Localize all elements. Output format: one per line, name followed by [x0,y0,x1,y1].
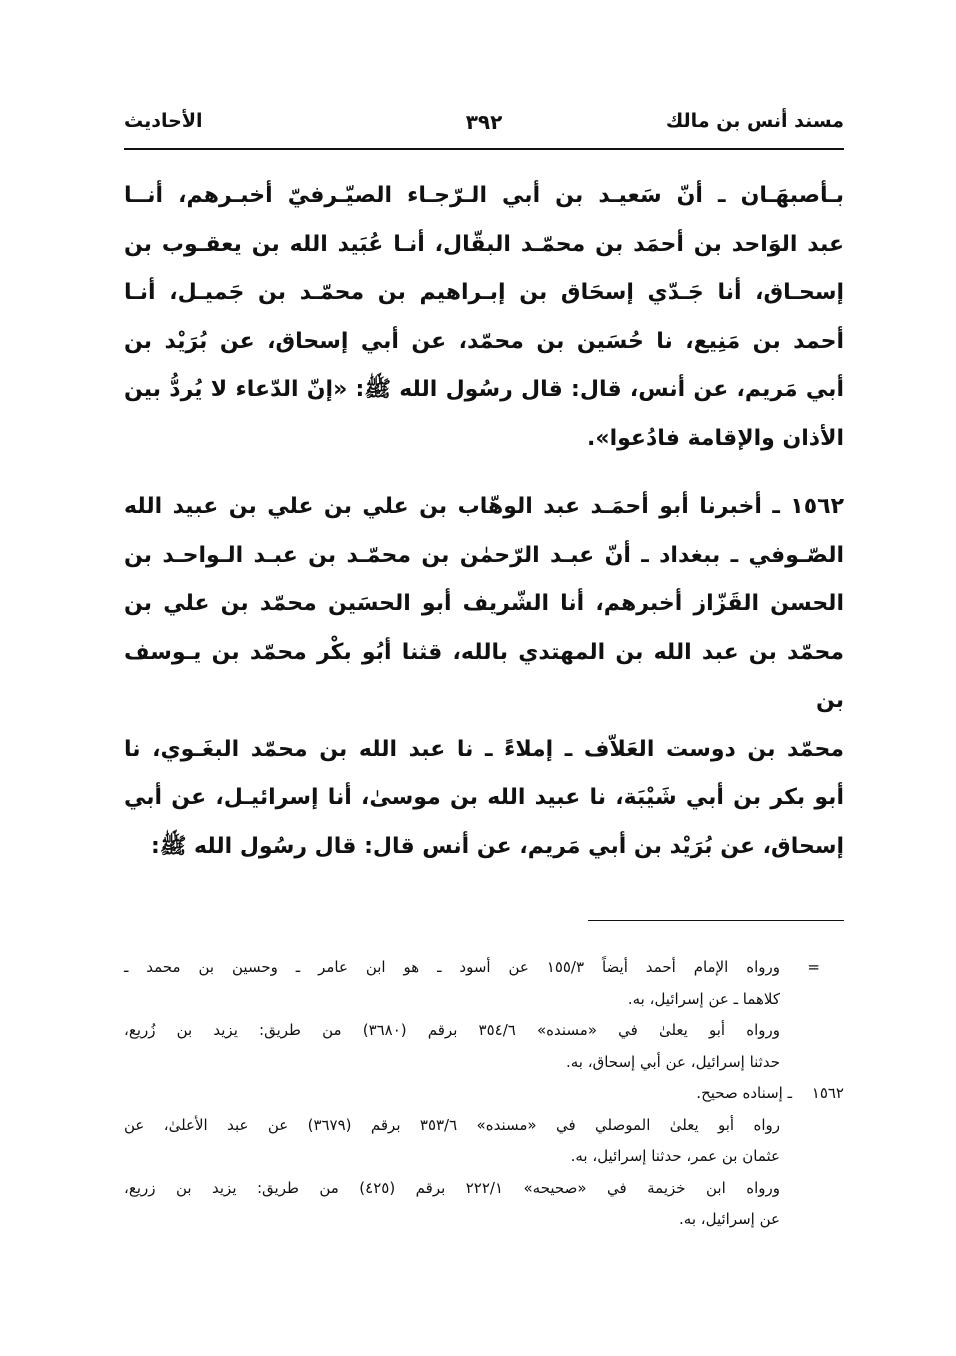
running-title-section: الأحاديث [124,110,203,132]
page-header [124,104,844,144]
footnote-entry [124,1078,844,1110]
text-line: الأذان والإقامة فادُعوا». [587,425,844,451]
footnote-separator [588,920,844,921]
text-line: بـأصبهَـان ـ أنّ سَعيـد بن أبي الـرّجـاء الصيّـرفيّ أخبـرهم، أنــا [124,183,844,208]
footnote-line: ورواه أبو يعلىٰ في «مسنده» ٣٥٤/٦ برقم (٣٦٨٠) من طريق: يزيد بن زُريع، [124,1021,780,1039]
text-line: أبي مَريم، عن أنس، قال: قال رسُول الله ﷺ: «إنّ الدّعاء لا يُردُّ بين [124,377,844,402]
footnote-number: ١٥٦٢ [811,1084,844,1102]
text-line: ١٥٦٢ ـ أخبرنا أبو أحمَـد عبد الوهّاب بن علي بن علي بن عبيد الله [124,494,844,519]
header-rule [124,148,844,150]
footnote-line: رواه أبو يعلىٰ الموصلي في «مسنده» ٣٥٣/٦ برقم (٣٦٧٩) عن عبد الأعلىٰ، عن [124,1115,780,1134]
text-line: الحسن القَزّاز أخبرهم، أنا الشّريف أبو الحسَين محمّد بن علي بن [124,591,844,616]
text-line: إسحاق، عن بُرَيْد بن أبي مَريم، عن أنس قال: قال رسُول الله ﷺ: [151,833,844,859]
footnote-line: عن إسرائيل، به. [679,1210,780,1228]
text-line: محمّد بن دوست العَلاّف ـ إملاءً ـ نا عبد الله بن محمّد البغَـوي، نا [124,736,844,762]
footnotes [124,952,844,1236]
text-line: أبو بكر بن أبي شَيْبَة، نا عبيد الله بن موسىٰ، أنا إسرائيـل، عن أبي [124,785,844,810]
footnote-line: ـ إسناده صحيح. [696,1084,792,1102]
footnote-entry [124,1015,844,1078]
footnote-line: حدثنا إسرائيل، عن أبي إسحاق، به. [565,1052,780,1071]
text-line: أحمد بن مَنِيع، نا حُسَين بن محمّد، عن أبي إسحاق، عن بُرَيْد بن [124,328,844,354]
footnote-line: كلاهما ـ عن إسرائيل، به. [627,989,780,1008]
page-number: ٣٩٢ [465,110,503,134]
footnote-entry [124,1110,844,1173]
footnote-marker: = [807,958,820,976]
text-line: إسحـاق، أنا جَـدّي إسحَاق بن إبـراهيم بن محمّـد بن جَميـل، أنـا [124,280,844,305]
hadith-continuation-paragraph [124,172,844,463]
text-line: عبد الوَاحد بن أحمَد بن محمّـد البقّال، أنـا عُبَيد الله بن يعقـوب بن [124,231,844,257]
hadith-1562-paragraph [124,483,844,871]
footnote-line: ورواه ابن خزيمة في «صحيحه» ٢٢٢/١ برقم (٤٢٥) من طريق: يزيد بن زريع، [124,1178,780,1197]
footnote-line: ورواه الإمام أحمد أيضاً ١٥٥/٣ عن أسود ـ هو ابن عامر ـ وحسين بن محمد ـ [124,958,780,976]
running-title-book: مسند أنس بن مالك [665,110,844,132]
footnote-entry [124,952,844,1015]
main-text [124,172,844,871]
text-line: محمّد بن عبد الله بن المهتدي بالله، قثنا أبُو بكْر محمّد بن يـوسف بن [124,639,844,713]
footnote-line: عثمان بن عمر، حدثنا إسرائيل، به. [570,1147,780,1165]
footnote-entry [124,1173,844,1236]
text-line: الصّـوفي ـ ببغداد ـ أنّ عبـد الرّحمٰن بن محمّـد بن عبـد الـواحـد بن [124,542,844,568]
